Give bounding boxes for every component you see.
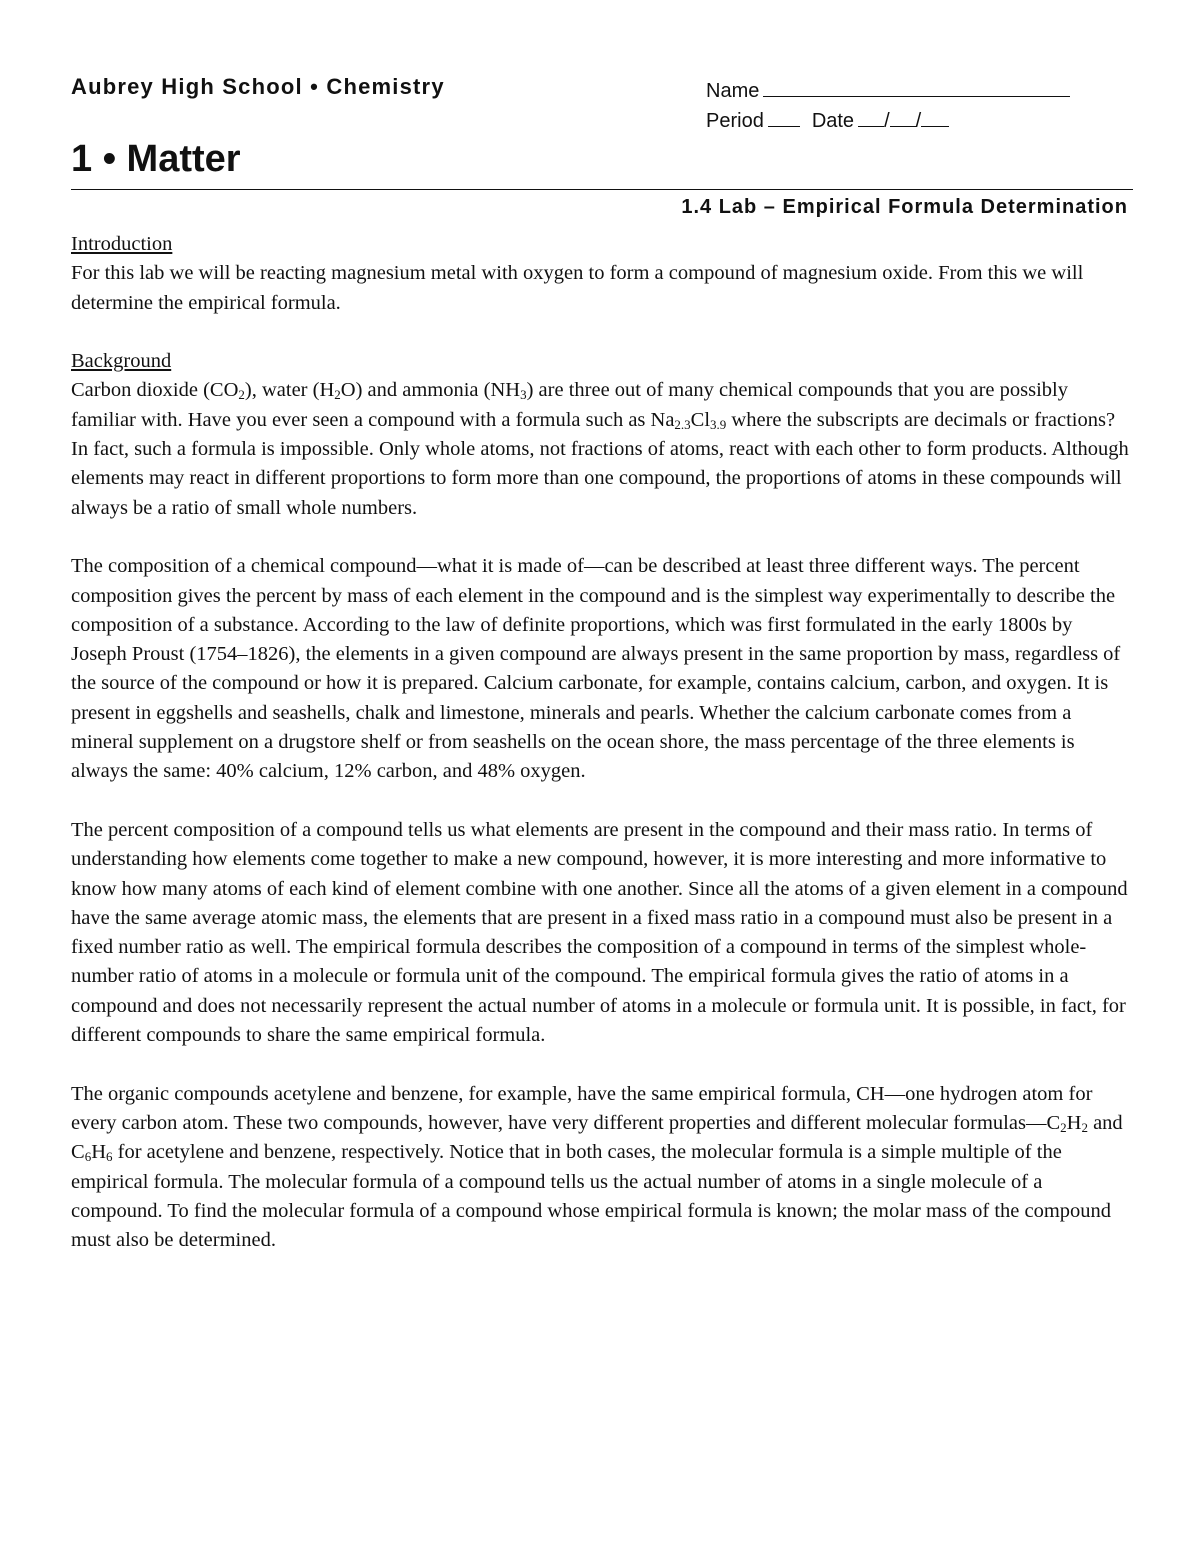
student-info-fields [706, 76, 1070, 136]
introduction-text: For this lab we will be reacting magnesium metal with oxygen to form a compound of magnesium oxide. From this we will determine the empirical formula. [71, 262, 1084, 314]
period-label: Period [706, 110, 764, 132]
date-label: Date [811, 110, 855, 132]
background-heading: Background [71, 350, 172, 373]
background-paragraph-1: Carbon dioxide $(CO_2)$, water $(H_2O)$ and ammonia $(NH_3)$ are three out of many chemical compounds that you are possibly familiar with. Have you ever seen a compound with a formula such as $Na_{2.3}Cl_{3.9}$ where the subscripts are decimals or fractions? In fact, such a formula is impossible. Only whole atoms, not fractions of atoms, react with each other to form products. Although elements may react in different proportions to form more than one compound, the proportions of atoms in these compounds will always be a ratio of small whole numbers. [71, 379, 1129, 519]
date-day-blank[interactable] [890, 108, 916, 127]
unit-title: 1 • Matter [71, 138, 241, 180]
period-blank[interactable] [768, 108, 800, 127]
date-year-blank[interactable] [921, 108, 949, 127]
name-blank[interactable] [763, 78, 1070, 97]
introduction-heading: Introduction [71, 233, 173, 255]
header-divider [71, 189, 1133, 190]
name-label: Name [706, 80, 760, 102]
date-month-blank[interactable] [858, 108, 884, 127]
background-paragraph-3: The percent composition of a compound tells us what elements are present in the compound and their mass ratio. In terms of understanding how elements come together to make a new compound, however, it is more interesting and more informative to know how many atoms of each kind of element combine with one another. Since all the atoms of a given element in a compound have the same average atomic mass, the elements that are present in a fixed mass ratio in a compound must also be present in a fixed number ratio as well. The empirical formula describes the composition of a compound in terms of the simplest whole-number ratio of atoms in a molecule or formula unit of the compound. The empirical formula gives the ratio of atoms in a compound and does not necessarily represent the actual number of atoms in a molecule or formula unit. It is possible, in fact, for different compounds to share the same empirical formula. [71, 818, 1128, 1047]
background-paragraph-4: The organic compounds acetylene and benzene, for example, have the same empirical formula, CH—one hydrogen atom for every carbon atom. These two compounds, however, have very different properties and different molecular $formulas—C_2H_2$ and $C_6H_6$ for acetylene and benzene, respectively. Notice that in both cases, the molecular formula is a simple multiple of the empirical formula. The molecular formula of a compound tells us the actual number of atoms in a single molecule of a compound. To find the molecular formula of a compound whose empirical formula is known; the molar mass of the compound must also be determined. [71, 1082, 1123, 1252]
date-separator: / [884, 110, 890, 132]
worksheet-body [71, 230, 1133, 1285]
school-header: Aubrey High School • Chemistry [71, 74, 445, 99]
lab-title: 1.4 Lab – Empirical Formula Determination [681, 196, 1128, 218]
date-separator: / [915, 110, 922, 132]
period-date-row [706, 106, 1070, 136]
name-row [706, 76, 1070, 106]
background-paragraph-2: The composition of a chemical compound—what it is made of—can be described at least three different ways. The percent composition gives the percent by mass of each element in the compound and is the simplest way experimentally to describe the composition of a substance. According to the law of definite proportions, which was first formulated in the early 1800s by Joseph Proust (1754–1826), the elements in a given compound are always present in the same proportion by mass, regardless of the source of the compound or how it is prepared. Calcium carbonate, for example, contains calcium, carbon, and oxygen. It is present in eggshells and seashells, chalk and limestone, minerals and pearls. Whether the calcium carbonate comes from a mineral supplement on a drugstore shelf or from seashells on the ocean shore, the mass percentage of the three elements is always the same: 40% calcium, 12% carbon, and 48% oxygen. [71, 555, 1121, 783]
